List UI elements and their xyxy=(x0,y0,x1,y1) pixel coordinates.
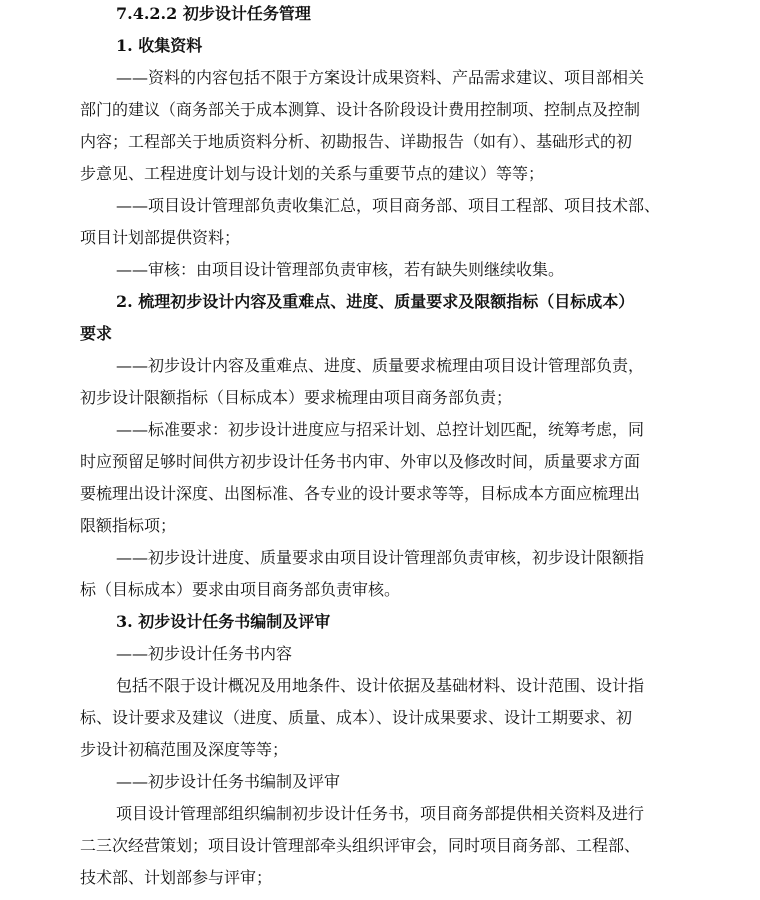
item-2-line-2: 初步设计限额指标（目标成本）要求梳理由项目商务部负责； xyxy=(80,388,513,407)
section-heading: 7.4.2.2 初步设计任务管理 xyxy=(116,4,311,23)
item-1-line-4: 步意见、工程进度计划与设计划的关系与重要节点的建议）等等； xyxy=(80,164,545,183)
item-2-line-6: 限额指标项； xyxy=(80,516,177,535)
item-1-line-2: 部门的建议（商务部关于成本测算、设计各阶段设计费用控制项、控制点及控制 xyxy=(80,100,641,119)
item-2-line-1: ——初步设计内容及重难点、进度、质量要求梳理由项目设计管理部负责， xyxy=(116,356,645,375)
item-3-line-1: ——初步设计任务书内容 xyxy=(116,644,293,663)
item-2-line-8: 标（目标成本）要求由项目商务部负责审核。 xyxy=(80,580,401,599)
item-3-line-7: 二三次经营策划；项目设计管理部牵头组织评审会，同时项目商务部、工程部、 xyxy=(80,836,641,855)
item-2-line-5: 要梳理出设计深度、出图标准、各专业的设计要求等等，目标成本方面应梳理出 xyxy=(80,484,641,503)
item-1-line-5: ——项目设计管理部负责收集汇总，项目商务部、项目工程部、项目技术部、 xyxy=(116,196,661,215)
item-3-line-5: ——初步设计任务书编制及评审 xyxy=(116,772,341,791)
item-1-title: 1. 收集资料 xyxy=(116,36,203,55)
item-2-title-line-2: 要求 xyxy=(80,324,113,343)
item-1-line-3: 内容；工程部关于地质资料分析、初勘报告、详勘报告（如有）、基础形式的初 xyxy=(80,132,633,151)
item-2-line-7: ——初步设计进度、质量要求由项目设计管理部负责审核，初步设计限额指 xyxy=(116,548,645,567)
item-2-line-4: 时应预留足够时间供方初步设计任务书内审、外审以及修改时间，质量要求方面 xyxy=(80,452,641,471)
item-3-line-6: 项目设计管理部组织编制初步设计任务书，项目商务部提供相关资料及进行 xyxy=(116,804,645,823)
item-3-line-3: 标、设计要求及建议（进度、质量、成本）、设计成果要求、设计工期要求、初 xyxy=(80,708,633,727)
item-2-title-line-1: 2. 梳理初步设计内容及重难点、进度、质量要求及限额指标（目标成本） xyxy=(116,292,635,311)
item-2-line-3: ——标准要求：初步设计进度应与招采计划、总控计划匹配，统筹考虑，同 xyxy=(116,420,645,439)
item-3-line-4: 步设计初稿范围及深度等等； xyxy=(80,740,289,759)
item-3-title: 3. 初步设计任务书编制及评审 xyxy=(116,612,331,631)
item-3-line-2: 包括不限于设计概况及用地条件、设计依据及基础材料、设计范围、设计指 xyxy=(116,676,645,695)
item-1-line-7: ——审核：由项目设计管理部负责审核，若有缺失则继续收集。 xyxy=(116,260,565,279)
item-3-line-8: 技术部、计划部参与评审； xyxy=(80,868,273,887)
item-1-line-6: 项目计划部提供资料； xyxy=(80,228,241,247)
item-1-line-1: ——资料的内容包括不限于方案设计成果资料、产品需求建议、项目部相关 xyxy=(116,68,645,87)
